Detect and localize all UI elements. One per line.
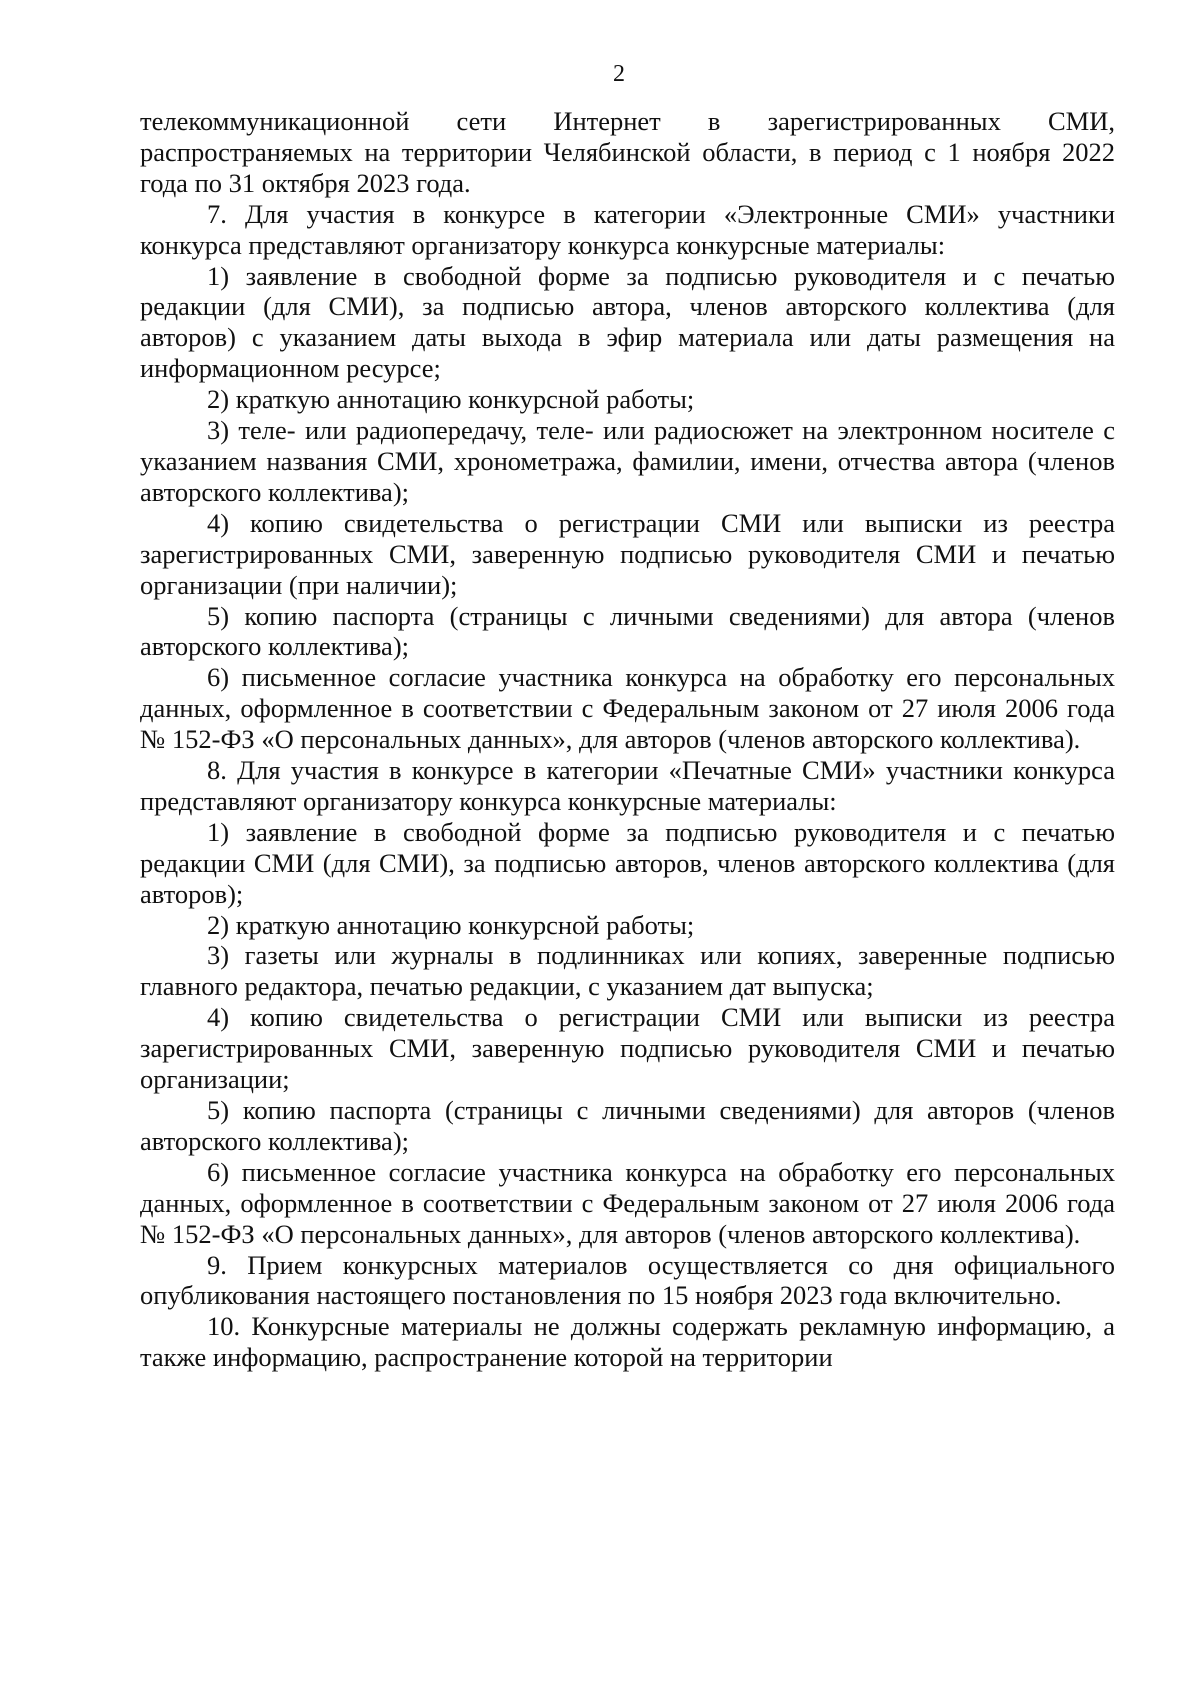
paragraph-item-8: 8. Для участия в конкурсе в категории «Печатные СМИ» участники конкурса представляют организатору конкурса конкурсные материалы:: [140, 755, 1115, 816]
page-number: 2: [613, 61, 625, 87]
paragraph-7-subitem-6: 6) письменное согласие участника конкурса на обработку его персональных данных, оформленное в соответствии с Федеральным законом от 27 июля 2006 года № 152-ФЗ «О персональных данных», для авторов (членов авторского коллектива).: [140, 662, 1115, 755]
paragraph-item-7: 7. Для участия в конкурсе в категории «Электронные СМИ» участники конкурса представляют организатору конкурса конкурсные материалы:: [140, 198, 1115, 260]
paragraph-8-subitem-3: 3) газеты или журналы в подлинниках или копиях, заверенные подписью главного редактора, печатью редакции, с указанием дат выпуска;: [140, 940, 1115, 1002]
paragraph-7-subitem-2: 2) краткую аннотацию конкурсной работы;: [207, 384, 695, 415]
paragraph-8-subitem-4: 4) копию свидетельства о регистрации СМИ или выписки из реестра зарегистрированных СМИ, заверенную подписью руководителя СМИ и печатью организации;: [140, 1002, 1115, 1095]
document-body: [140, 106, 1115, 1373]
paragraph-8-subitem-1: 1) заявление в свободной форме за подписью руководителя и с печатью редакции СМИ (для СМИ), за подписью авторов, членов авторского коллектива (для авторов);: [140, 816, 1115, 909]
paragraph-7-subitem-3: 3) теле- или радиопередачу, теле- или радиосюжет на электронном носителе с указанием названия СМИ, хронометража, фамилии, имени, отчества автора (членов авторского коллектива);: [140, 415, 1115, 507]
paragraph-7-subitem-5: 5) копию паспорта (страницы с личными сведениями) для автора (членов авторского коллектива);: [140, 600, 1115, 662]
paragraph-continuation: телекоммуникационной сети Интернет в зарегистрированных СМИ, распространяемых на территории Челябинской области, в период с 1 ноября 2022 года по 31 октября 2023 года.: [140, 106, 1115, 198]
paragraph-8-subitem-2: 2) краткую аннотацию конкурсной работы;: [207, 909, 695, 940]
paragraph-8-subitem-5: 5) копию паспорта (страницы с личными сведениями) для авторов (членов авторского коллектива);: [140, 1095, 1115, 1156]
paragraph-item-10: 10. Конкурсные материалы не должны содержать рекламную информацию, а также информацию, распространение которой на территории: [140, 1311, 1115, 1373]
paragraph-7-subitem-4: 4) копию свидетельства о регистрации СМИ или выписки из реестра зарегистрированных СМИ, заверенную подписью руководителя СМИ и печатью организации (при наличии);: [140, 507, 1115, 600]
paragraph-item-9: 9. Прием конкурсных материалов осуществляется со дня официального опубликования настоящего постановления по 15 ноября 2023 года включительно.: [140, 1249, 1115, 1311]
paragraph-8-subitem-6: 6) письменное согласие участника конкурса на обработку его персональных данных, оформленное в соответствии с Федеральным законом от 27 июля 2006 года № 152-ФЗ «О персональных данных», для авторов (членов авторского коллектива).: [140, 1156, 1115, 1249]
paragraph-7-subitem-1: 1) заявление в свободной форме за подписью руководителя и с печатью редакции (для СМИ), за подписью автора, членов авторского коллектива (для авторов) с указанием даты выхода в эфир материала или даты размещения на информационном ресурсе;: [140, 260, 1115, 384]
